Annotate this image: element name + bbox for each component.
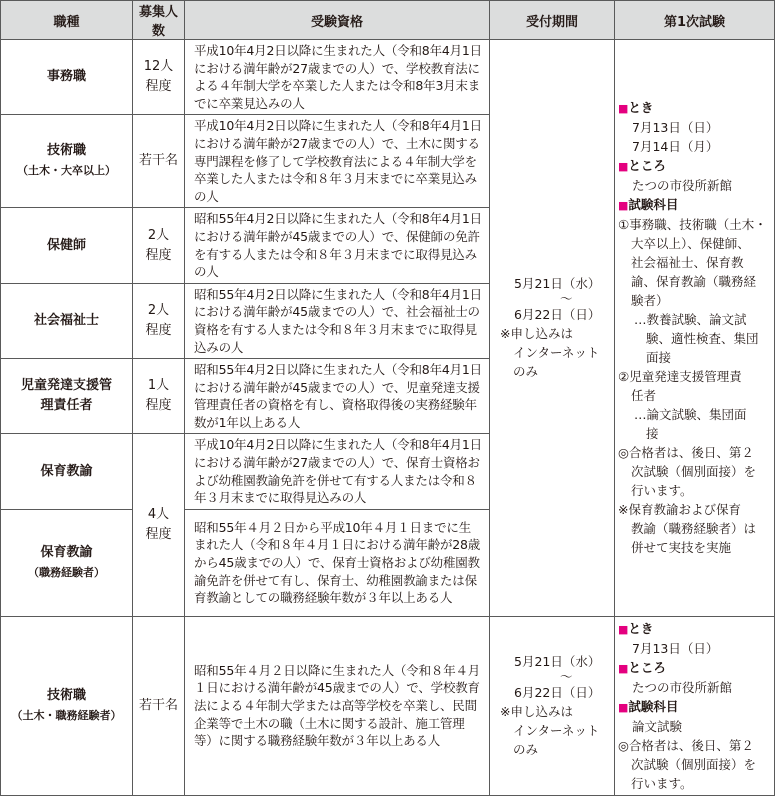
period-note — [500, 324, 614, 381]
count-label: 12人程度 — [143, 59, 174, 95]
job-label: 技術職 — [46, 143, 86, 159]
job-label: 児童発達支援管理責任者 — [20, 378, 112, 414]
qualification: 平成10年4月2日以降に生まれた人（令和8年4月1日における満年齢が27歳までの人）で、学校教育法による４年制大学を卒業した人または令和8年3月末までに卒業見込みの人 — [185, 40, 490, 115]
period-tilde: ～ — [560, 291, 573, 307]
exam-place: たつの市役所新館 — [632, 178, 733, 194]
table-row — [1, 40, 775, 115]
pass-note: ◎合格者は、後日、第２ — [618, 445, 754, 461]
header-count: 募集人数 — [133, 1, 185, 40]
recruit-count: 若干名 — [133, 616, 185, 795]
table-row — [1, 616, 775, 795]
period-start: 5月21日（水） — [514, 654, 601, 670]
toki-heading — [618, 98, 770, 118]
qualification: 昭和55年4月2日以降に生まれた人（令和8年4月1日における満年齢が45歳までの人）で、社会福祉士の資格を有する人または令和８年３月末までに取得見込みの人 — [185, 283, 490, 358]
qualification: 昭和55年4月2日以降に生まれた人（令和8年4月1日における満年齢が45歳までの人）で、児童発達支援管理責任者の資格を有し、資格取得後の実務経験年数が1年以上ある人 — [185, 359, 490, 434]
heading-text: とき — [628, 620, 654, 636]
period-tilde: ～ — [560, 669, 573, 685]
header-period: 受付期間 — [490, 1, 615, 40]
square-icon: ■ — [618, 661, 629, 675]
square-icon: ■ — [618, 160, 629, 174]
first-exam-info — [615, 616, 775, 795]
subject-detail: 験、適性検査、集団 — [646, 331, 759, 347]
header-first-exam: 第1次試験 — [615, 1, 775, 40]
qualification: 昭和55年４月２日から平成10年４月１日までに生まれた人（令和８年４月１日における満年齢が28歳から45歳までの人）で、保育士資格および幼稚園教諭免許を併せて有し、保育士、幼稚園教諭または保育教諭としての職務経験年数が３年以上ある人 — [185, 509, 490, 616]
application-period — [490, 40, 615, 617]
practical-note: 教諭（職務経験者）は — [631, 521, 757, 537]
note-line: ※申し込みは — [500, 704, 573, 720]
job-label: 保健師 — [46, 237, 86, 253]
header-job: 職種 — [1, 1, 133, 40]
subject-detail: …論文試験、集団面 — [634, 407, 747, 423]
heading-text: 試験科目 — [628, 197, 679, 213]
recruit-count — [133, 434, 185, 616]
job-name — [1, 40, 133, 115]
job-label: 保育教諭 — [40, 544, 93, 560]
note-line: インターネット — [513, 345, 600, 361]
period-start: 5月21日（水） — [514, 276, 601, 292]
count-label: 2人程度 — [145, 227, 172, 263]
toki-heading — [618, 619, 770, 639]
exam-date: 7月13日（日） — [632, 640, 719, 656]
subject-line: 論文試験 — [632, 718, 683, 734]
pass-note: 次試験（個別面接）を — [631, 756, 757, 772]
note-line: のみ — [513, 742, 539, 758]
qualification: 昭和55年4月2日以降に生まれた人（令和8年4月1日における満年齢が45歳までの人）で、保健師の免許を有する人または令和８年３月末までに取得見込みの人 — [185, 208, 490, 283]
square-icon: ■ — [618, 622, 629, 636]
application-period — [490, 616, 615, 795]
practical-note: 併せて実技を実施 — [631, 540, 732, 556]
square-icon: ■ — [618, 700, 629, 714]
heading-text: ところ — [628, 158, 666, 174]
qualification: 平成10年4月2日以降に生まれた人（令和8年4月1日における満年齢が27歳までの人）で、土木に関する専門課程を修了して学校教育法による４年制大学を卒業した人または令和８年３月末までに卒業見込みの人 — [185, 115, 490, 208]
subject-detail: 面接 — [646, 350, 672, 366]
tokoro-heading — [618, 658, 770, 678]
header-qualification: 受験資格 — [185, 1, 490, 40]
note-line: のみ — [513, 364, 539, 380]
job-name — [1, 283, 133, 358]
recruit-count — [133, 283, 185, 358]
recruit-count: 若干名 — [133, 115, 185, 208]
job-name — [1, 115, 133, 208]
exam-date: 7月14日（月） — [632, 139, 719, 155]
subject-line: 任者 — [631, 388, 657, 404]
period-note — [500, 702, 614, 759]
exam-place: たつの市役所新館 — [632, 679, 733, 695]
subject-line: 社会福祉士、保育教 — [631, 255, 744, 271]
subject-line: 大卒以上）、保健師、 — [631, 236, 750, 252]
subject-line: 諭、保育教諭（職務経 — [631, 274, 757, 290]
job-name — [1, 616, 133, 795]
count-label: 2人程度 — [145, 302, 172, 338]
tokoro-heading — [618, 156, 770, 176]
job-label: 技術職 — [46, 687, 86, 703]
subject-detail: 接 — [646, 426, 659, 442]
count-label: 1人程度 — [145, 378, 172, 414]
pass-note: 行います。 — [631, 775, 693, 791]
job-label: 社会福祉士 — [33, 312, 99, 328]
exam-date: 7月13日（日） — [632, 120, 719, 136]
count-label: 4人程度 — [145, 507, 172, 543]
subject-line: 験者） — [631, 293, 669, 309]
heading-text: 試験科目 — [628, 698, 679, 714]
job-name — [1, 208, 133, 283]
qualification: 昭和55年４月２日以降に生まれた人（令和８年４月１日における満年齢が45歳までの人）で、学校教育法による４年制大学または高等学校を卒業し、民間企業等で土木の職（土木に関する設計、施工管理等）に関する職務経験年数が３年以上ある人 — [185, 616, 490, 795]
job-name — [1, 359, 133, 434]
job-label: 事務職 — [46, 69, 86, 85]
job-sublabel: （職務経験者） — [28, 565, 105, 579]
job-name — [1, 509, 133, 616]
pass-note: 次試験（個別面接）を — [631, 464, 757, 480]
pass-note: 行います。 — [631, 483, 693, 499]
heading-text: とき — [628, 100, 654, 116]
job-label: 保育教諭 — [40, 463, 93, 479]
subject-detail: …教養試験、論文試 — [634, 312, 747, 328]
kamoku-heading — [618, 195, 770, 215]
subject-line: ②児童発達支援管理責 — [618, 369, 742, 385]
qualification: 平成10年4月2日以降に生まれた人（令和8年4月1日における満年齢が27歳までの人）で、保育士資格および幼稚園教諭免許を併せて有する人または令和８年３月末までに取得見込みの人 — [185, 434, 490, 509]
recruit-count — [133, 359, 185, 434]
pass-note: ◎合格者は、後日、第２ — [618, 737, 754, 753]
note-line: インターネット — [513, 723, 600, 739]
subject-line: ①事務職、技術職（土木・ — [618, 217, 767, 233]
kamoku-heading — [618, 697, 770, 717]
job-sublabel: （土木・職務経験者） — [11, 708, 122, 722]
first-exam-info — [615, 40, 775, 617]
note-line: ※申し込みは — [500, 326, 573, 342]
period-end: 6月22日（日） — [514, 307, 601, 323]
job-name — [1, 434, 133, 509]
recruit-count — [133, 40, 185, 115]
practical-note: ※保育教諭および保育 — [618, 502, 741, 518]
recruit-count — [133, 208, 185, 283]
square-icon: ■ — [618, 199, 629, 213]
job-sublabel: （土木・大卒以上） — [17, 164, 116, 178]
square-icon: ■ — [618, 102, 629, 116]
heading-text: ところ — [628, 659, 666, 675]
period-end: 6月22日（日） — [514, 685, 601, 701]
